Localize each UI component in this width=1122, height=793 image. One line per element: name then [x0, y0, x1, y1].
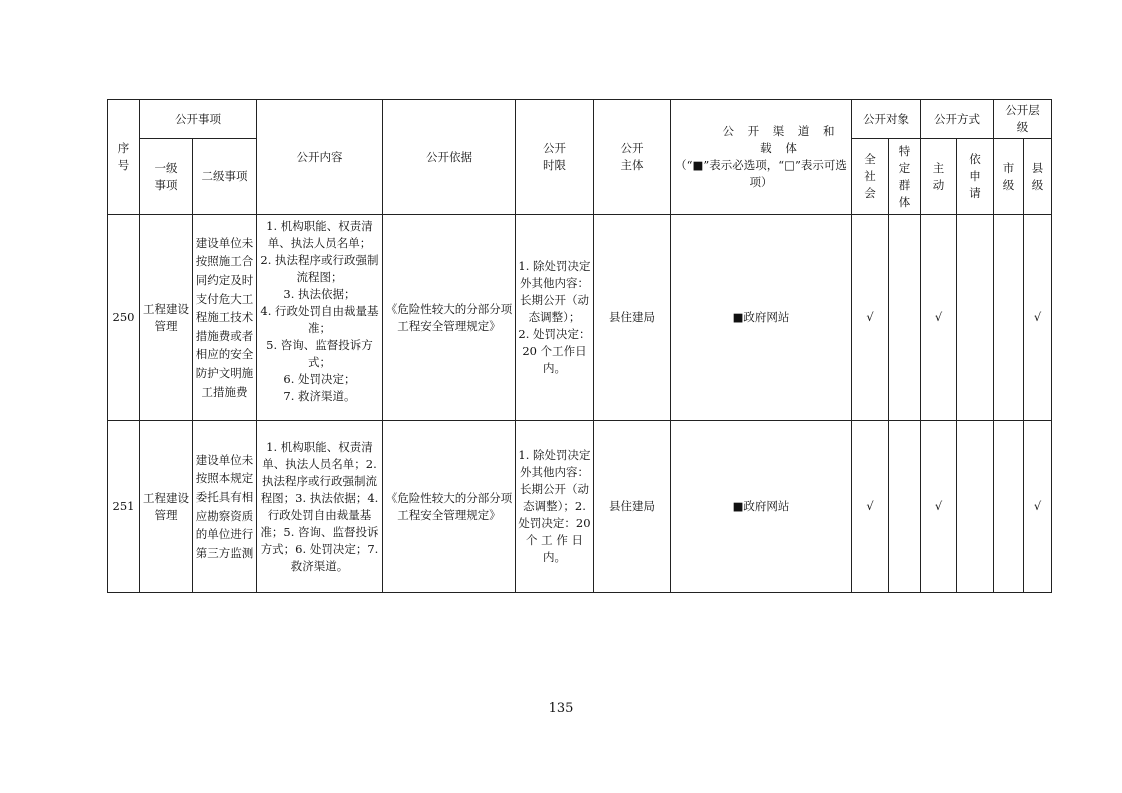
row-subject: 县住建局: [594, 421, 671, 593]
header-channel-note: （“■”表示必选项，“□”表示可选项）: [675, 158, 847, 189]
row-seq: 250: [108, 215, 140, 421]
content-line: 7. 救济渠道。: [283, 389, 356, 403]
header-audience: 公开对象: [852, 100, 921, 139]
row-method-request: [957, 421, 994, 593]
row-level-city: [994, 421, 1024, 593]
row-channel: ■政府网站: [671, 421, 852, 593]
row-method-request: [957, 215, 994, 421]
row-audience-specific: [889, 215, 921, 421]
row-level1: 工程建设管理: [140, 215, 193, 421]
header-item-level2: 二级事项: [193, 139, 257, 215]
content-line: 4. 行政处罚自由裁量基准；: [260, 304, 379, 335]
header-method: 公开方式: [921, 100, 994, 139]
header-basis: 公开依据: [383, 100, 516, 215]
header-time-limit: 公开时限: [516, 100, 594, 215]
row-method-active: √: [921, 215, 957, 421]
content-line: 2. 执法程序或行政强制流程图；: [260, 253, 379, 284]
time-line: 2. 处罚决定：20 个工作日内。: [518, 327, 591, 375]
header-level-city: 市级: [994, 139, 1024, 215]
row-basis: 《危险性较大的分部分项工程安全管理规定》: [383, 421, 516, 593]
row-basis: 《危险性较大的分部分项工程安全管理规定》: [383, 215, 516, 421]
header-level: 公开层级: [994, 100, 1052, 139]
content-line: 5. 咨询、监督投诉方式；: [266, 338, 373, 369]
row-level2: 建设单位未按照本规定委托具有相应勘察资质的单位进行第三方监测: [193, 421, 257, 593]
row-audience-all: √: [852, 421, 889, 593]
table-row: [108, 215, 1052, 421]
time-line: 1. 除处罚决定外其他内容：长期公开（动态调整）；: [518, 259, 591, 324]
row-content: [257, 421, 383, 593]
row-level-county: √: [1024, 421, 1052, 593]
header-row: [108, 100, 1052, 139]
content-line: 3. 执法依据；: [283, 287, 356, 301]
row-time-limit: [516, 215, 594, 421]
header-item: 公开事项: [140, 100, 257, 139]
header-method-active: 主动: [921, 139, 957, 215]
row-seq: 251: [108, 421, 140, 593]
table-row: [108, 421, 1052, 593]
row-channel: ■政府网站: [671, 215, 852, 421]
disclosure-table: [107, 99, 1052, 593]
row-audience-specific: [889, 421, 921, 593]
row-subject: 县住建局: [594, 215, 671, 421]
row-audience-all: √: [852, 215, 889, 421]
time-line: 1. 除处罚决定外其他内容：长期公开（动态调整）；2. 处罚决定：20 个 工 作 日 内。: [518, 448, 591, 564]
row-method-active: √: [921, 421, 957, 593]
header-item-level1: 一级事项: [140, 139, 193, 215]
header-channel: [671, 100, 852, 215]
row-level1: 工程建设管理: [140, 421, 193, 593]
header-seq: 序号: [108, 100, 140, 215]
content-line: 1. 机构职能、权责清单、执法人员名单；2. 执法程序或行政强制流程图；3. 执法依据；4. 行政处罚自由裁量基准；5. 咨询、监督投诉方式；6. 处罚决定；7. 救济渠道。: [260, 439, 379, 573]
header-audience-specific: 特定群体: [889, 139, 921, 215]
header-level-county: 县级: [1024, 139, 1052, 215]
row-level-county: √: [1024, 215, 1052, 421]
row-level2: 建设单位未按照施工合同约定及时支付危大工程施工技术措施费或者相应的安全防护文明施工措施费: [193, 215, 257, 421]
content-line: 6. 处罚决定；: [283, 372, 356, 386]
header-method-request: 依申请: [957, 139, 994, 215]
header-subject: 公开主体: [594, 100, 671, 215]
header-channel-title: 公 开 渠 道 和 载 体: [722, 124, 840, 155]
row-time-limit: [516, 421, 594, 593]
header-content: 公开内容: [257, 100, 383, 215]
page-number: 135: [548, 701, 574, 716]
header-audience-all: 全社会: [852, 139, 889, 215]
content-line: 1. 机构职能、权责清单、执法人员名单；: [266, 219, 373, 250]
row-level-city: [994, 215, 1024, 421]
row-content: [257, 215, 383, 421]
